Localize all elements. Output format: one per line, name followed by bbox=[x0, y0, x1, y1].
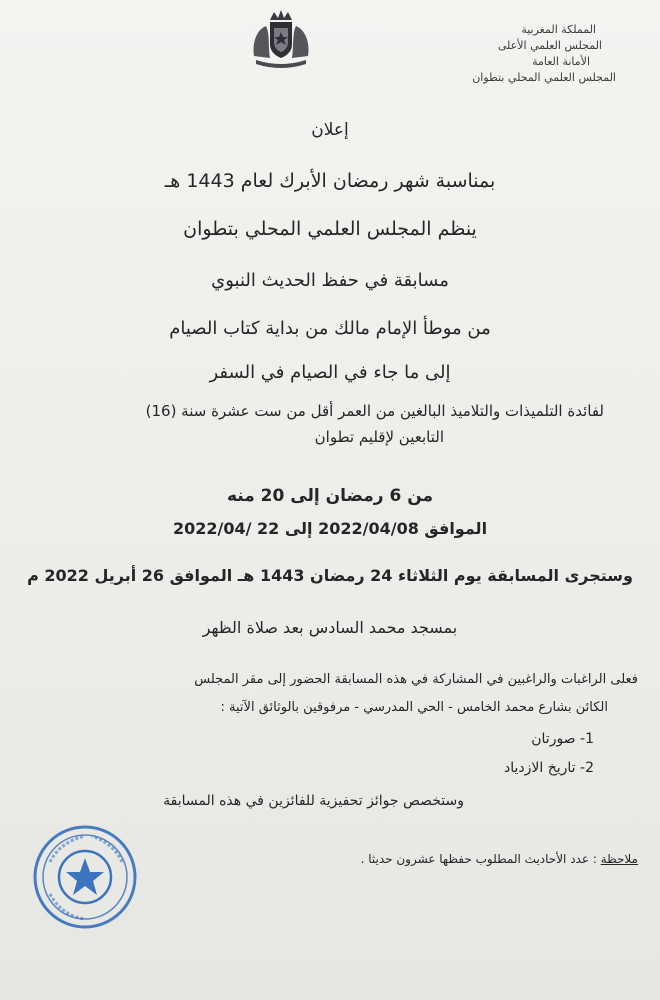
header-line-council: المجلس العلمي الأعلى bbox=[497, 39, 602, 52]
note-text: : عدد الأحاديث المطلوب حفظها عشرون حديثا . bbox=[360, 852, 597, 866]
coat-of-arms-emblem bbox=[246, 6, 316, 68]
document-item-photos: 1- صورتان bbox=[531, 731, 594, 747]
header-line-secretariat: الأمانة العامة bbox=[532, 55, 590, 68]
address-line: الكائن بشارع محمد الخامس - الحي المدرسي - مرفوقين بالوثائق الآتية : bbox=[220, 700, 608, 715]
note bbox=[361, 852, 638, 866]
organizer-line: ينظم المجلس العلمي المحلي بتطوان bbox=[183, 218, 477, 240]
scope-line-end: إلى ما جاء في الصيام في السفر bbox=[209, 362, 451, 383]
official-stamp bbox=[30, 822, 140, 932]
period-line: من 6 رمضان إلى 20 منه bbox=[226, 486, 434, 506]
announcement-title: إعلان bbox=[311, 120, 349, 140]
header-line-local-council: المجلس العلمي المحلي بتطوان bbox=[472, 71, 616, 84]
province-line: التابعين لإقليم تطوان bbox=[314, 428, 444, 446]
scope-line-start: من موطأ الإمام مالك من بداية كتاب الصيام bbox=[169, 318, 491, 339]
competition-line: مسابقة في حفظ الحديث النبوي bbox=[211, 270, 449, 291]
issuer-header bbox=[416, 22, 616, 86]
eligibility-line: لفائدة التلميذات والتلاميذ البالغين من العمر أقل من ست عشرة سنة (16) bbox=[145, 402, 604, 420]
competition-date-line: وستجرى المسابقة يوم الثلاثاء 24 رمضان 1443 هـ الموافق 26 أبريل 2022 م bbox=[27, 566, 633, 585]
participation-line: فعلى الراغبات والراغبين في المشاركة في هذه المسابقة الحضور إلى مقر المجلس bbox=[194, 672, 638, 687]
venue-line: بمسجد محمد السادس بعد صلاة الظهر bbox=[202, 618, 458, 637]
note-label: ملاحظة bbox=[600, 852, 638, 866]
header-line-kingdom: المملكة المغربية bbox=[521, 23, 596, 36]
occasion-line: بمناسبة شهر رمضان الأبرك لعام 1443 هـ bbox=[164, 170, 496, 192]
document-item-birthdate: 2- تاريخ الازدياد bbox=[504, 760, 594, 776]
prizes-line: وستخصص جوائز تحفيزية للفائزين في هذه المسابقة bbox=[163, 793, 464, 809]
gregorian-period-line: الموافق 2022/04/08 إلى 22 /2022/04 bbox=[172, 519, 488, 538]
